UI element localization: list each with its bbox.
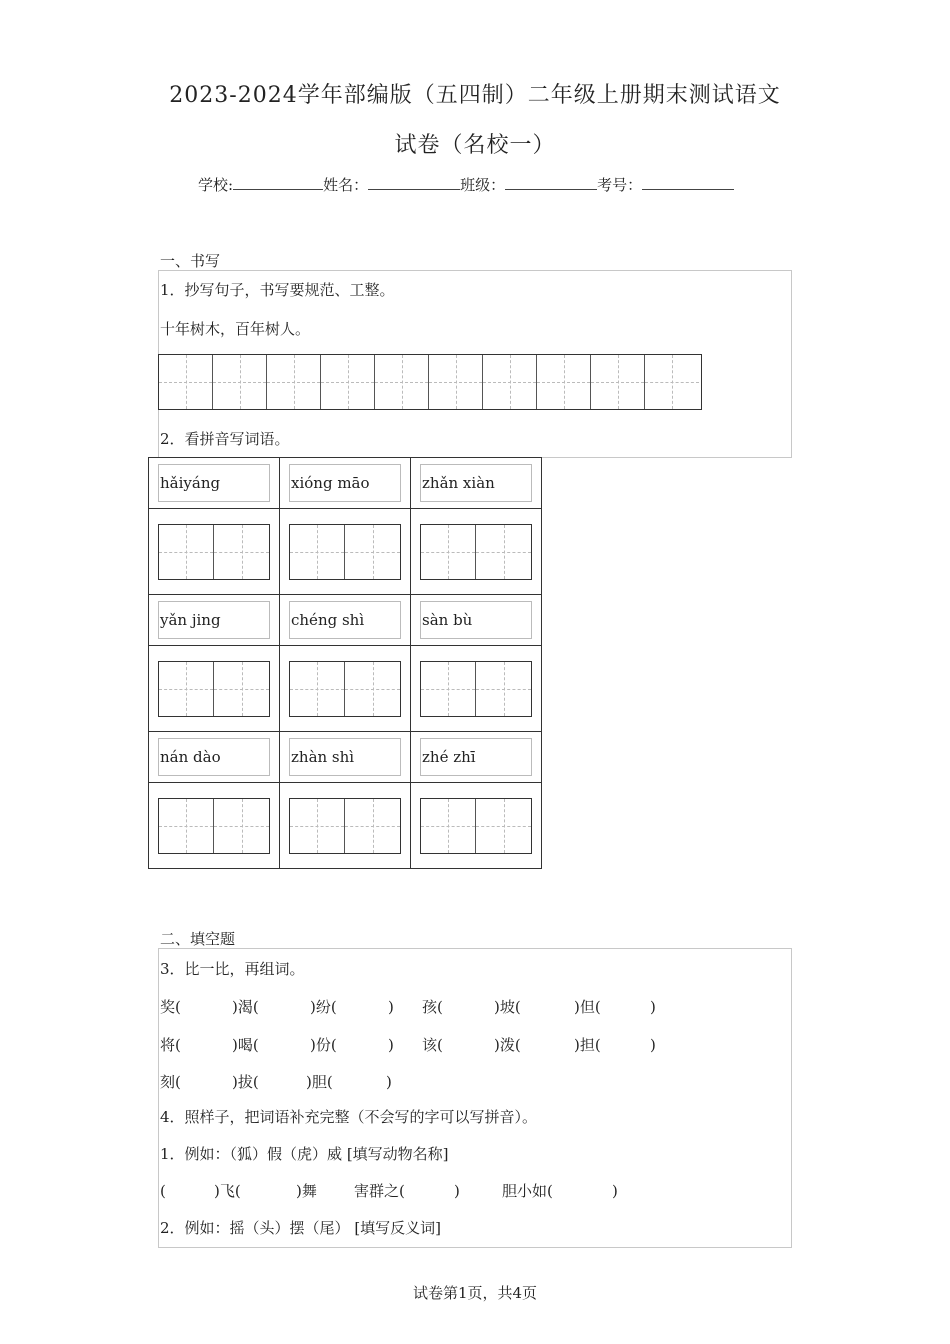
- q3-row: [160, 1071, 392, 1092]
- q2-prompt: 2．看拼音写词语。: [160, 430, 290, 448]
- answer-cell[interactable]: [159, 799, 214, 853]
- answer-cell[interactable]: [476, 662, 531, 716]
- q3-item: ): [388, 998, 394, 1016]
- section2-heading: 二、填空题: [160, 930, 236, 948]
- section1-heading: 一、书写: [160, 252, 221, 270]
- q3-item: )担(: [574, 1036, 601, 1054]
- answer-cell[interactable]: [345, 525, 400, 579]
- answer-grid[interactable]: [420, 524, 532, 580]
- q3-item: )纷(: [310, 998, 337, 1016]
- q3-item: )拔(: [232, 1073, 259, 1091]
- q3-item: ): [386, 1073, 392, 1091]
- name-blank[interactable]: [368, 175, 460, 190]
- class-blank[interactable]: [505, 175, 597, 190]
- q3-item: )胆(: [306, 1073, 333, 1091]
- answer-cell[interactable]: [290, 525, 345, 579]
- q3-item: ): [388, 1036, 394, 1054]
- q3-item: ): [650, 998, 656, 1016]
- answer-cell[interactable]: [290, 799, 345, 853]
- q4-example1: 1．例如：（狐）假（虎）威 [填写动物名称]: [160, 1145, 449, 1163]
- name-label: 姓名：: [323, 176, 369, 194]
- writing-cell[interactable]: [159, 355, 213, 409]
- school-blank[interactable]: [233, 175, 323, 190]
- q3-item: )份(: [310, 1036, 337, 1054]
- answer-cell[interactable]: [214, 662, 269, 716]
- exam-no-label: 考号：: [597, 176, 643, 194]
- answer-cell[interactable]: [290, 662, 345, 716]
- answer-grid[interactable]: [158, 798, 270, 854]
- writing-cell[interactable]: [213, 355, 267, 409]
- answer-cell[interactable]: [214, 525, 269, 579]
- answer-cell[interactable]: [421, 799, 476, 853]
- writing-cell[interactable]: [591, 355, 645, 409]
- q3-item: 孩(: [422, 998, 443, 1016]
- q4-items: [160, 1180, 618, 1201]
- page-title-line2: 试卷（名校一）: [394, 133, 556, 158]
- page-title-line1: 2023-2024学年部编版（五四制）二年级上册期末测试语文: [169, 83, 781, 108]
- school-label: 学校:: [198, 176, 234, 194]
- q3-item: )但(: [574, 998, 601, 1016]
- q3-item: )渴(: [232, 998, 259, 1016]
- writing-cell[interactable]: [321, 355, 375, 409]
- q1-prompt: 1．抄写句子，书写要规范、工整。: [160, 281, 395, 299]
- answer-grid[interactable]: [289, 661, 401, 717]
- pinyin-label: yǎn jing: [158, 601, 270, 639]
- answer-cell[interactable]: [421, 662, 476, 716]
- answer-cell[interactable]: [159, 525, 214, 579]
- pinyin-label: zhé zhī: [420, 738, 532, 776]
- writing-cell[interactable]: [429, 355, 483, 409]
- q4-item: (: [160, 1182, 166, 1200]
- q4-item: ): [454, 1182, 460, 1200]
- q4-item: 害群之(: [354, 1182, 405, 1200]
- answer-cell[interactable]: [345, 662, 400, 716]
- answer-cell[interactable]: [345, 799, 400, 853]
- section2-box: [158, 948, 792, 1248]
- q3-item: 将(: [160, 1036, 181, 1054]
- q1-sentence: 十年树木，百年树人。: [160, 320, 311, 338]
- answer-grid[interactable]: [158, 661, 270, 717]
- q3-item: 该(: [422, 1036, 443, 1054]
- q4-example2: 2．例如：摇（头）摆（尾） [填写反义词]: [160, 1219, 442, 1237]
- q3-item: )坡(: [494, 998, 521, 1016]
- answer-grid[interactable]: [420, 661, 532, 717]
- pinyin-label: xióng māo: [289, 464, 401, 502]
- page-footer: 试卷第1页，共4页: [412, 1284, 538, 1302]
- pinyin-label: zhǎn xiàn: [420, 464, 532, 502]
- pinyin-label: nán dào: [158, 738, 270, 776]
- q4-prompt: 4．照样子，把词语补充完整（不会写的字可以写拼音）。: [160, 1108, 538, 1126]
- answer-cell[interactable]: [421, 525, 476, 579]
- writing-cell[interactable]: [537, 355, 591, 409]
- exam-no-blank[interactable]: [642, 175, 734, 190]
- q3-row: [160, 996, 656, 1017]
- q3-item: 刻(: [160, 1073, 181, 1091]
- answer-grid[interactable]: [420, 798, 532, 854]
- q3-row: [160, 1034, 656, 1055]
- q1-writing-grid[interactable]: [158, 354, 702, 410]
- q3-item: )喝(: [232, 1036, 259, 1054]
- writing-cell[interactable]: [375, 355, 429, 409]
- answer-cell[interactable]: [476, 799, 531, 853]
- student-info-line: [198, 174, 734, 195]
- q3-item: )泼(: [494, 1036, 521, 1054]
- pinyin-label: chéng shì: [289, 601, 401, 639]
- q3-item: 奖(: [160, 998, 181, 1016]
- q4-item: )飞(: [214, 1182, 241, 1200]
- pinyin-label: hǎiyáng: [158, 464, 270, 502]
- pinyin-table: [148, 457, 542, 869]
- q3-item: ): [650, 1036, 656, 1054]
- q4-item: 胆小如(: [502, 1182, 553, 1200]
- answer-grid[interactable]: [289, 798, 401, 854]
- writing-cell[interactable]: [645, 355, 699, 409]
- writing-cell[interactable]: [267, 355, 321, 409]
- class-label: 班级：: [460, 176, 506, 194]
- q3-prompt: 3．比一比，再组词。: [160, 960, 305, 978]
- answer-cell[interactable]: [159, 662, 214, 716]
- writing-cell[interactable]: [483, 355, 537, 409]
- answer-cell[interactable]: [476, 525, 531, 579]
- q4-item: )舞: [296, 1182, 317, 1200]
- pinyin-label: zhàn shì: [289, 738, 401, 776]
- answer-grid[interactable]: [289, 524, 401, 580]
- answer-cell[interactable]: [214, 799, 269, 853]
- q4-item: ): [612, 1182, 618, 1200]
- answer-grid[interactable]: [158, 524, 270, 580]
- pinyin-label: sàn bù: [420, 601, 532, 639]
